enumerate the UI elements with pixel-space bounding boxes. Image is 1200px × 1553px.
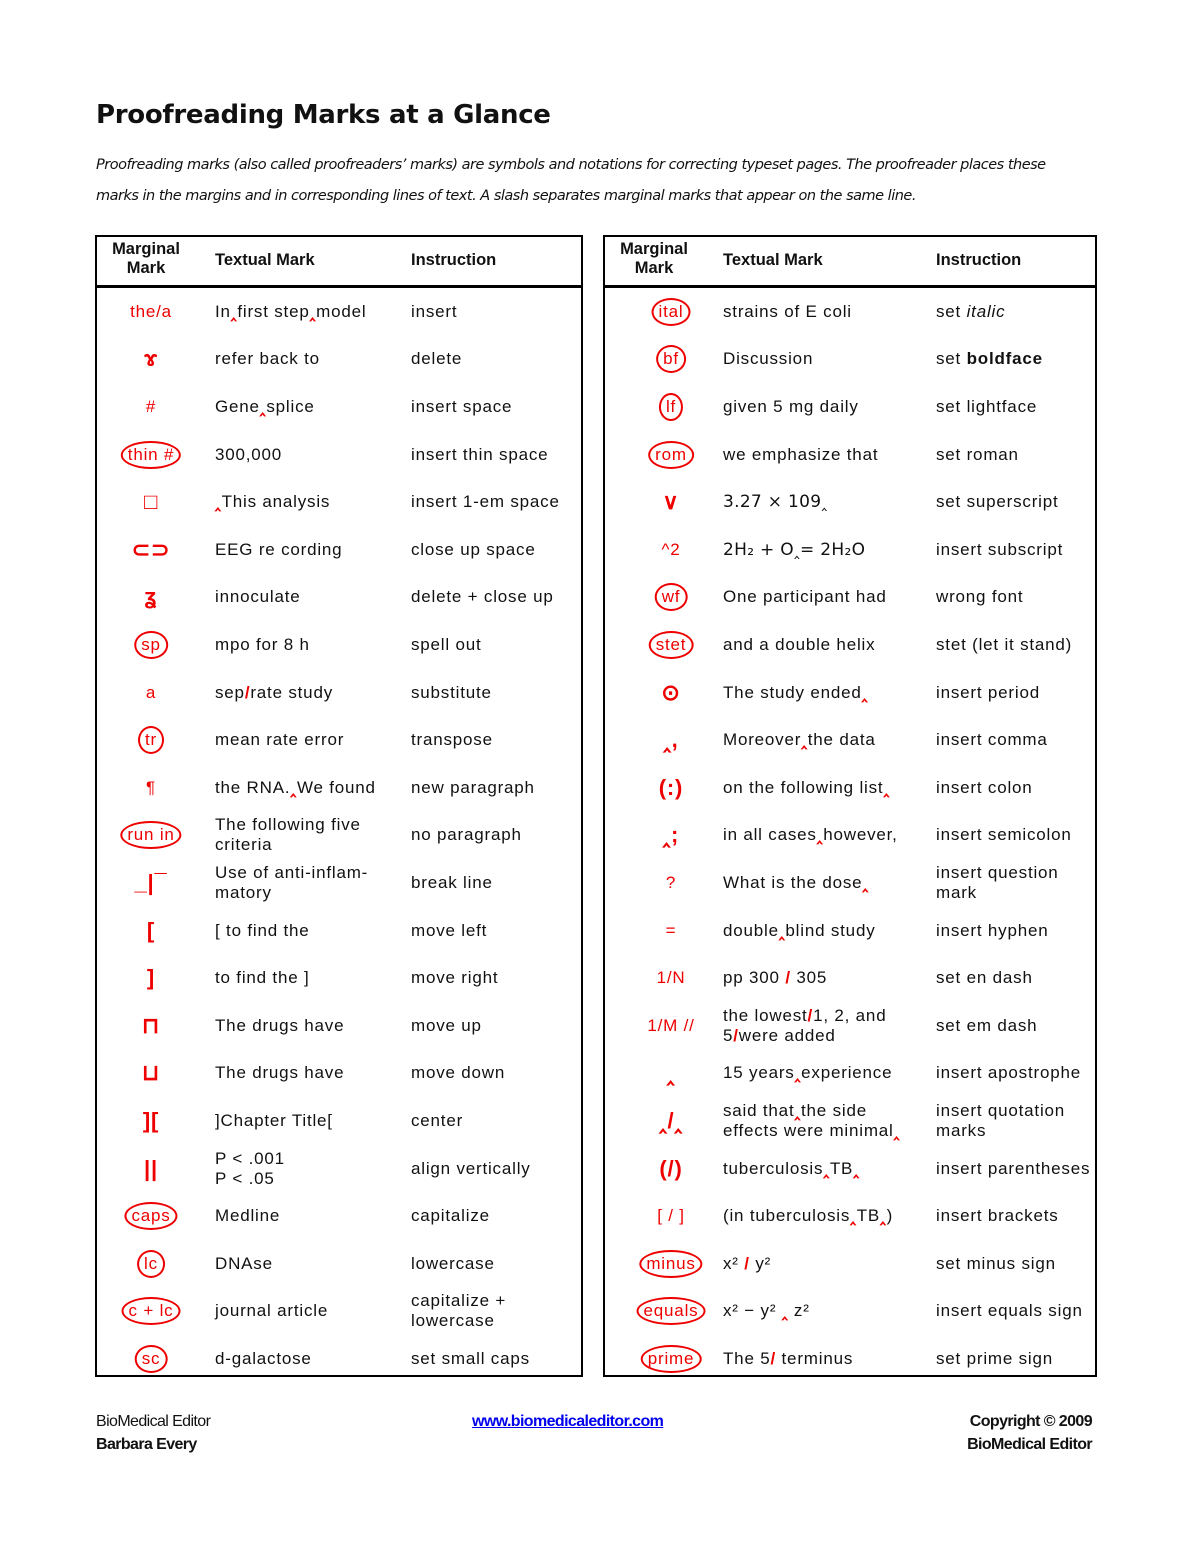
page-title: Proofreading Marks at a Glance bbox=[96, 100, 551, 130]
instruction: center bbox=[411, 1110, 464, 1130]
table-row bbox=[605, 336, 1095, 384]
instruction: spell out bbox=[411, 634, 482, 654]
textual-mark: Discussion bbox=[723, 349, 814, 369]
instruction: insert brackets bbox=[936, 1206, 1059, 1226]
marginal-mark: □ bbox=[143, 489, 159, 515]
header-marginal: Marginal Mark bbox=[620, 240, 688, 277]
table-row bbox=[97, 716, 581, 764]
marginal-mark: lf bbox=[659, 393, 683, 421]
textual-mark: tuberculosis‸TB‸ bbox=[723, 1158, 860, 1178]
marginal-mark: thin # bbox=[121, 441, 181, 469]
instruction: insert thin space bbox=[411, 444, 549, 464]
marginal-mark: ⊙ bbox=[661, 679, 681, 705]
marginal-mark: rom bbox=[648, 441, 694, 469]
textual-mark: The drugs have bbox=[215, 1015, 345, 1035]
marginal-mark: lc bbox=[137, 1250, 165, 1278]
marginal-mark: [ bbox=[146, 917, 156, 943]
table-row bbox=[97, 1145, 581, 1193]
textual-mark: In‸first step‸model bbox=[215, 301, 367, 321]
instruction: delete + close up bbox=[411, 587, 554, 607]
instruction: insert colon bbox=[936, 777, 1033, 797]
textual-mark: 3.27 × 109‸ bbox=[723, 492, 828, 513]
table-row bbox=[605, 812, 1095, 860]
table-row bbox=[97, 621, 581, 669]
instruction: set minus sign bbox=[936, 1253, 1056, 1273]
marginal-mark: ʓ bbox=[144, 584, 158, 610]
instruction: close up space bbox=[411, 539, 536, 559]
footer-org: BioMedical Editor bbox=[96, 1413, 211, 1430]
instruction: capitalize + lowercase bbox=[411, 1291, 507, 1331]
instruction: set roman bbox=[936, 444, 1019, 464]
table-row bbox=[605, 1097, 1095, 1145]
textual-mark: refer back to bbox=[215, 349, 320, 369]
instruction: insert equals sign bbox=[936, 1301, 1083, 1321]
instruction: move right bbox=[411, 968, 499, 988]
intro-paragraph: Proofreading marks (also called proofreaders’ marks) are symbols and notations for correcting typeset pages. The proofreader places these marks in the margins and in corresponding lines of text. A slash separates marginal marks that appear on the same line. bbox=[96, 157, 1046, 204]
table-row bbox=[97, 1050, 581, 1098]
instruction: set italic bbox=[936, 301, 1006, 321]
textual-mark: EEG re cording bbox=[215, 539, 343, 559]
marginal-mark: bf bbox=[656, 345, 686, 373]
marginal-mark: the/a bbox=[130, 301, 172, 321]
instruction: insert hyphen bbox=[936, 920, 1049, 940]
instruction: set em dash bbox=[936, 1015, 1038, 1035]
instruction: insert comma bbox=[936, 730, 1048, 750]
textual-mark: pp 300 / 305 bbox=[723, 968, 828, 988]
marginal-mark: ¶ bbox=[146, 777, 156, 797]
instruction: set lightface bbox=[936, 396, 1038, 416]
textual-mark: 2H₂ + O‸= 2H₂O bbox=[723, 539, 866, 560]
marginal-mark: ⊂⊃ bbox=[131, 536, 171, 562]
instruction: set prime sign bbox=[936, 1348, 1054, 1368]
textual-mark: One participant had bbox=[723, 587, 887, 607]
marginal-mark: || bbox=[144, 1155, 158, 1181]
marginal-mark: wf bbox=[655, 583, 688, 611]
table-row bbox=[97, 812, 581, 860]
instruction: transpose bbox=[411, 730, 493, 750]
table-row bbox=[605, 907, 1095, 955]
table-row bbox=[97, 764, 581, 812]
textual-mark: 15 years‸experience bbox=[723, 1063, 893, 1083]
footer-copyright-holder: BioMedical Editor bbox=[967, 1436, 1092, 1453]
instruction: insert space bbox=[411, 396, 513, 416]
table-row bbox=[97, 288, 581, 336]
table-row bbox=[97, 1192, 581, 1240]
table-row bbox=[605, 1002, 1095, 1050]
textual-mark: What is the dose‸ bbox=[723, 872, 869, 892]
instruction: insert question mark bbox=[936, 862, 1059, 902]
table-row bbox=[605, 1288, 1095, 1336]
table-header bbox=[605, 237, 1095, 288]
instruction: insert period bbox=[936, 682, 1040, 702]
textual-mark: The 5/ terminus bbox=[723, 1348, 854, 1368]
marginal-mark: ‸; bbox=[662, 822, 680, 848]
instruction: move left bbox=[411, 920, 488, 940]
textual-mark: mean rate error bbox=[215, 730, 345, 750]
instruction: delete bbox=[411, 349, 463, 369]
table-row bbox=[97, 1335, 581, 1383]
textual-mark: to find the ] bbox=[215, 968, 310, 988]
textual-mark: The drugs have bbox=[215, 1063, 345, 1083]
marginal-mark: (/) bbox=[659, 1155, 683, 1181]
table-row bbox=[605, 669, 1095, 717]
textual-mark: Medline bbox=[215, 1206, 281, 1226]
header-textual: Textual Mark bbox=[723, 251, 823, 269]
textual-mark: in all cases‸however, bbox=[723, 825, 898, 845]
instruction: set small caps bbox=[411, 1348, 530, 1368]
header-marginal: Marginal Mark bbox=[112, 240, 180, 277]
marginal-mark: # bbox=[145, 396, 157, 416]
textual-mark: 300,000 bbox=[215, 444, 283, 464]
table-row bbox=[97, 954, 581, 1002]
textual-mark: Use of anti-inflam- matory bbox=[215, 862, 369, 902]
textual-mark: ‸This analysis bbox=[215, 492, 331, 512]
table-row bbox=[97, 526, 581, 574]
table-row bbox=[97, 1288, 581, 1336]
textual-mark: the RNA.‸We found bbox=[215, 777, 376, 797]
instruction: insert apostrophe bbox=[936, 1063, 1081, 1083]
instruction: wrong font bbox=[936, 587, 1024, 607]
footer-center bbox=[472, 1410, 663, 1433]
instruction: stet (let it stand) bbox=[936, 634, 1073, 654]
textual-mark: P < .001 P < .05 bbox=[215, 1148, 285, 1188]
instruction: move up bbox=[411, 1015, 482, 1035]
left-marks-table bbox=[95, 235, 583, 1377]
table-row bbox=[605, 859, 1095, 907]
marginal-mark: c + lc bbox=[122, 1297, 181, 1325]
marginal-mark: ‸ bbox=[666, 1060, 676, 1086]
footer-left bbox=[96, 1410, 210, 1456]
table-row bbox=[97, 1002, 581, 1050]
instruction: lowercase bbox=[411, 1253, 495, 1273]
table-row bbox=[97, 1240, 581, 1288]
marginal-mark: ital bbox=[652, 298, 691, 326]
textual-mark: ]Chapter Title[ bbox=[215, 1110, 333, 1130]
marginal-mark: ⊓ bbox=[142, 1012, 160, 1038]
table-row bbox=[605, 574, 1095, 622]
instruction: insert bbox=[411, 301, 458, 321]
marginal-mark: ] bbox=[146, 965, 156, 991]
marginal-mark: [ / ] bbox=[657, 1206, 685, 1226]
textual-mark: given 5 mg daily bbox=[723, 396, 859, 416]
header-textual: Textual Mark bbox=[215, 251, 315, 269]
instruction: no paragraph bbox=[411, 825, 522, 845]
table-row bbox=[605, 288, 1095, 336]
marginal-mark: 1/N bbox=[656, 968, 686, 988]
table-row bbox=[605, 1240, 1095, 1288]
marginal-mark: _|¯ bbox=[134, 869, 168, 895]
textual-mark: The following five criteria bbox=[215, 815, 361, 855]
table-row bbox=[605, 431, 1095, 479]
instruction: break line bbox=[411, 872, 493, 892]
table-row bbox=[605, 1145, 1095, 1193]
textual-mark: DNAse bbox=[215, 1253, 273, 1273]
right-marks-table bbox=[603, 235, 1097, 1377]
instruction: insert parentheses bbox=[936, 1158, 1091, 1178]
textual-mark: sep/rate study bbox=[215, 682, 333, 702]
instruction: insert subscript bbox=[936, 539, 1064, 559]
textual-mark: we emphasize that bbox=[723, 444, 879, 464]
footer-author: Barbara Every bbox=[96, 1436, 197, 1453]
table-row bbox=[97, 574, 581, 622]
marginal-mark: ∨ bbox=[662, 489, 680, 515]
textual-mark: on the following list‸ bbox=[723, 777, 890, 797]
instruction: set superscript bbox=[936, 492, 1059, 512]
header-instruction: Instruction bbox=[936, 251, 1022, 269]
instruction: align vertically bbox=[411, 1158, 531, 1178]
table-row bbox=[605, 1050, 1095, 1098]
instruction: set boldface bbox=[936, 349, 1043, 369]
marginal-mark: ^2 bbox=[661, 539, 681, 559]
table-row bbox=[97, 1097, 581, 1145]
table-row bbox=[605, 383, 1095, 431]
instruction: capitalize bbox=[411, 1206, 490, 1226]
marginal-mark: ? bbox=[665, 872, 677, 892]
marginal-mark: ‸, bbox=[663, 727, 679, 753]
marginal-mark: sc bbox=[135, 1345, 168, 1373]
instruction: insert semicolon bbox=[936, 825, 1072, 845]
textual-mark: the lowest/1, 2, and 5/were added bbox=[723, 1005, 887, 1045]
textual-mark: strains of E coli bbox=[723, 301, 852, 321]
table-row bbox=[97, 907, 581, 955]
textual-mark: Gene‸splice bbox=[215, 396, 315, 416]
textual-mark: The study ended‸ bbox=[723, 682, 869, 702]
marginal-mark: stet bbox=[649, 631, 694, 659]
textual-mark: innoculate bbox=[215, 587, 301, 607]
table-row bbox=[97, 336, 581, 384]
textual-mark: said that‸the side effects were minimal‸ bbox=[723, 1100, 901, 1140]
table-row bbox=[605, 621, 1095, 669]
table-row bbox=[97, 431, 581, 479]
marginal-mark: minus bbox=[639, 1250, 702, 1278]
textual-mark: x² − y² ‸ z² bbox=[723, 1301, 810, 1321]
marginal-mark: 1/M // bbox=[647, 1015, 695, 1035]
marginal-mark: a bbox=[145, 682, 157, 702]
table-row bbox=[605, 478, 1095, 526]
marginal-mark: ‸/‸ bbox=[659, 1107, 683, 1133]
table-row bbox=[605, 1335, 1095, 1383]
instruction: set en dash bbox=[936, 968, 1033, 988]
table-row bbox=[605, 1192, 1095, 1240]
textual-mark: journal article bbox=[215, 1301, 329, 1321]
table-row bbox=[97, 478, 581, 526]
textual-mark: d-galactose bbox=[215, 1348, 312, 1368]
header-instruction: Instruction bbox=[411, 251, 497, 269]
marginal-mark: ][ bbox=[142, 1107, 160, 1133]
textual-mark: x² / y² bbox=[723, 1253, 772, 1273]
textual-mark: (in tuberculosis‸TB‸) bbox=[723, 1206, 894, 1226]
table-row bbox=[97, 383, 581, 431]
instruction: insert 1-em space bbox=[411, 492, 560, 512]
table-row bbox=[605, 526, 1095, 574]
table-row bbox=[97, 859, 581, 907]
marginal-mark: tr bbox=[138, 726, 164, 754]
table-row bbox=[97, 669, 581, 717]
marginal-mark: ɤ bbox=[143, 346, 159, 372]
textual-mark: mpo for 8 h bbox=[215, 634, 310, 654]
marginal-mark: prime bbox=[641, 1345, 702, 1373]
footer-right bbox=[967, 1410, 1092, 1456]
marginal-mark: run in bbox=[120, 821, 181, 849]
website-link[interactable]: www.biomedicaleditor.com bbox=[472, 1413, 664, 1430]
table-row bbox=[605, 716, 1095, 764]
textual-mark: [ to find the bbox=[215, 920, 310, 940]
instruction: move down bbox=[411, 1063, 506, 1083]
table-row bbox=[605, 764, 1095, 812]
textual-mark: double‸blind study bbox=[723, 920, 876, 940]
marginal-mark: (:) bbox=[658, 774, 684, 800]
textual-mark: and a double helix bbox=[723, 634, 876, 654]
table-row bbox=[605, 954, 1095, 1002]
marginal-mark: caps bbox=[124, 1202, 177, 1230]
textual-mark: Moreover‸the data bbox=[723, 730, 876, 750]
instruction: insert quotation marks bbox=[936, 1100, 1066, 1140]
table-header bbox=[97, 237, 581, 288]
marginal-mark: = bbox=[665, 920, 677, 940]
marginal-mark: sp bbox=[134, 631, 168, 659]
marginal-mark: ⊔ bbox=[142, 1060, 160, 1086]
footer-copyright: Copyright © 2009 bbox=[969, 1413, 1092, 1430]
instruction: new paragraph bbox=[411, 777, 535, 797]
instruction: substitute bbox=[411, 682, 492, 702]
marginal-mark: equals bbox=[637, 1297, 706, 1325]
